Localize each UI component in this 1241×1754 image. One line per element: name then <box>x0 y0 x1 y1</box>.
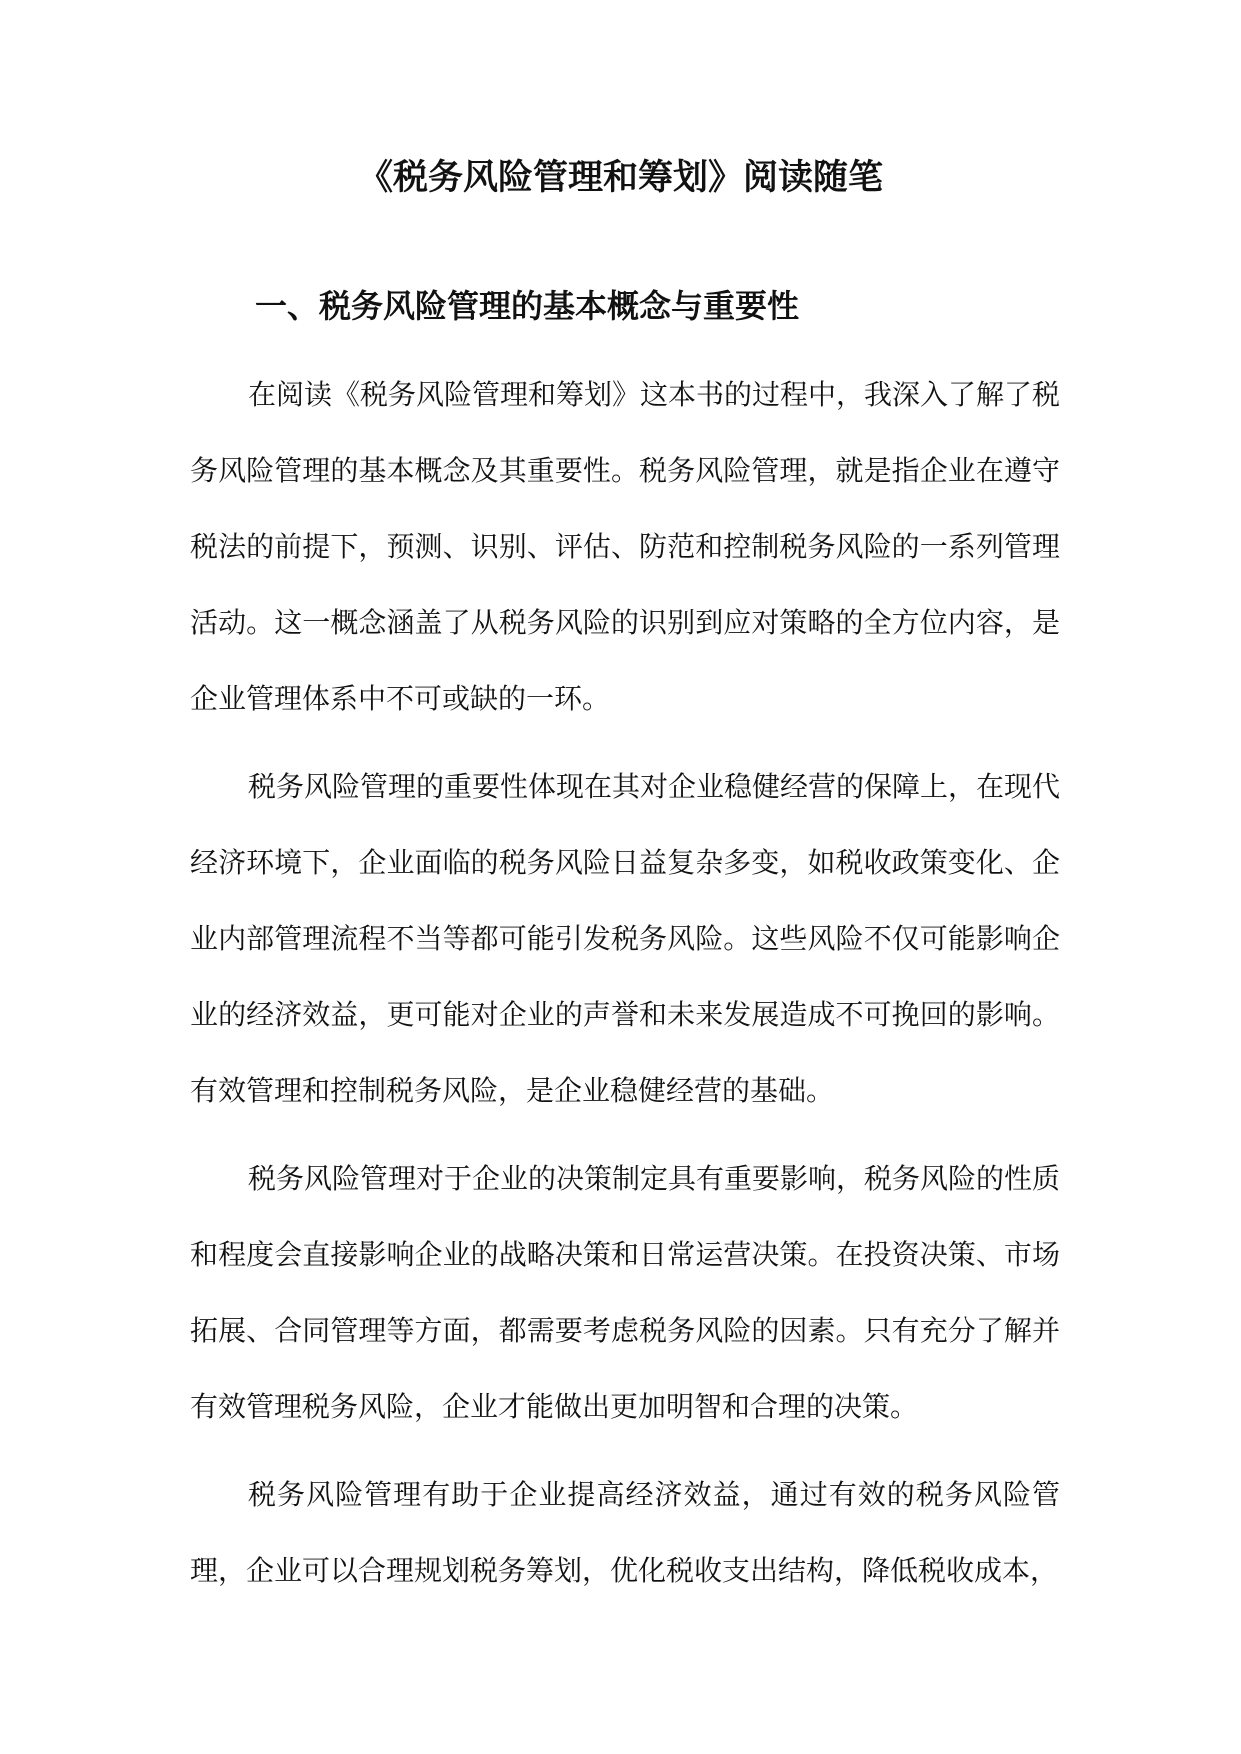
paragraph-3: 税务风险管理对于企业的决策制定具有重要影响，税务风险的性质和程度会直接影响企业的战略决策和日常运营决策。在投资决策、市场拓展、合同管理等方面，都需要考虑税务风险的因素。只有充分了解并有效管理税务风险，企业才能做出更加明智和合理的决策。 <box>190 1162 1061 1423</box>
paragraph-1: 在阅读《税务风险管理和筹划》这本书的过程中，我深入了解了税务风险管理的基本概念及其重要性。税务风险管理，就是指企业在遵守税法的前提下，预测、识别、评估、防范和控制税务风险的一系列管理活动。这一概念涵盖了从税务风险的识别到应对策略的全方位内容，是企业管理体系中不可或缺的一环。 <box>190 378 1061 715</box>
section-heading: 一、税务风险管理的基本概念与重要性 <box>255 287 800 325</box>
document-body <box>190 357 1060 1621</box>
paragraph-2: 税务风险管理的重要性体现在其对企业稳健经营的保障上，在现代经济环境下，企业面临的税务风险日益复杂多变，如税收政策变化、企业内部管理流程不当等都可能引发税务风险。这些风险不仅可能影响企业的经济效益，更可能对企业的声誉和未来发展造成不可挽回的影响。有效管理和控制税务风险，是企业稳健经营的基础。 <box>190 770 1061 1107</box>
document-title: 《税务风险管理和筹划》阅读随笔 <box>357 157 883 198</box>
paragraph-4: 税务风险管理有助于企业提高经济效益，通过有效的税务风险管理，企业可以合理规划税务筹划，优化税收支出结构，降低税收成本， <box>190 1478 1060 1587</box>
